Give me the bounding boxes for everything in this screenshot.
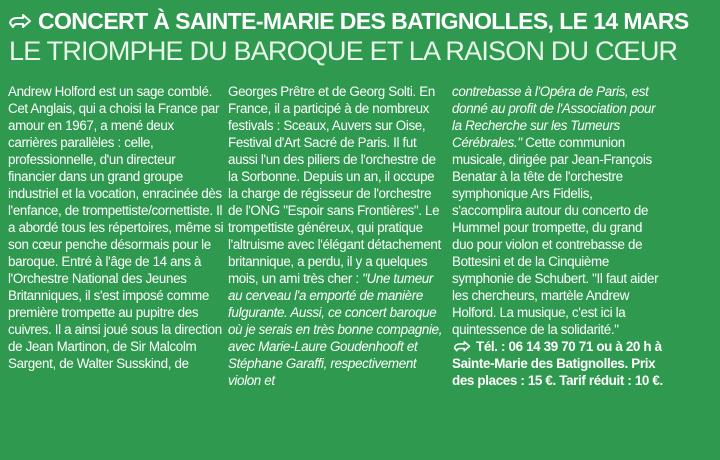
headline-text: CONCERT À SAINTE-MARIE DES BATIGNOLLES, LE 14 MARS [38, 8, 689, 34]
article-column-1 [8, 83, 224, 372]
practical-info [452, 338, 664, 389]
article-column-2 [228, 83, 444, 389]
column-3-regular: Cette communion musicale, dirigée par Jean-François Benatar à la tête de l'orchestre symphonique Ars Fidelis, s'accomplira autour du concerto de Hummel pour trompette, du grand duo pour violon et contrebasse de Bottesini et de la Cinquième symphonie de Schubert. "Il faut aider les chercheurs, martèle Andrew Holford. La musique, c'est ici la quintessence de la solidarité." [452, 135, 659, 337]
column-2-quote: "Une tumeur au cerveau l'a emporté de manière fulgurante. Aussi, ce concert baroque où je serais en très bonne compagnie, avec Marie-Laure Goudenhooft et Stéphane Garaffi, respectivement violon et [228, 271, 443, 388]
practical-info-text: Tél. : 06 14 39 70 71 ou à 20 h à Sainte-Marie des Batignolles. Prix des places : 15 €. Tarif réduit : 10 €. [452, 339, 663, 388]
column-1-text: Andrew Holford est un sage comblé. Cet Anglais, qui a choisi la France par amour en 1967, a mené deux carrières parallèles : celle, professionnelle, d'un directeur financier dans un grand groupe industriel et la vocation, enracinée dès l'enfance, de trompettiste/cornettiste. Il a abordé tous les répertoires, même si son cœur penche désormais pour le baroque. Entré à l'âge de 14 ans à l'Orchestre National des Jeunes Britanniques, il s'est imposé comme première trompette au pupitre des cuivres. Il a ainsi joué sous la direction de Jean Martinon, de Sir Malcolm Sargent, de Walter Susskind, de [8, 84, 224, 371]
arrow-icon [452, 341, 472, 353]
article-column-3 [452, 83, 664, 389]
arrow-icon [8, 14, 32, 30]
subheadline: LE TRIOMPHE DU BAROQUE ET LA RAISON DU CŒUR [9, 36, 678, 66]
column-2-regular: Georges Prêtre et de Georg Solti. En France, il a participé à de nombreux festivals : Sceaux, Auvers sur Oise, Festival d'Art Sacré de Paris. Il fut aussi l'un des piliers de l'orchestre de la Sorbonne. Depuis un an, il occupe la charge de régisseur de l'orchestre de l'ONG "Espoir sans Frontières". Le trompettiste généreux, qui pratique l'altruisme avec l'élégant détachement britannique, a perdu, il y a quelques mois, un ami très cher : [228, 84, 441, 286]
headline [8, 9, 714, 34]
column-3-text [452, 83, 664, 338]
column-2-text [228, 83, 444, 389]
column-3-quote: contrebasse à l'Opéra de Paris, est donné au profit de l'Association pour la Recherche sur les Tumeurs Cérébrales." [452, 84, 656, 150]
